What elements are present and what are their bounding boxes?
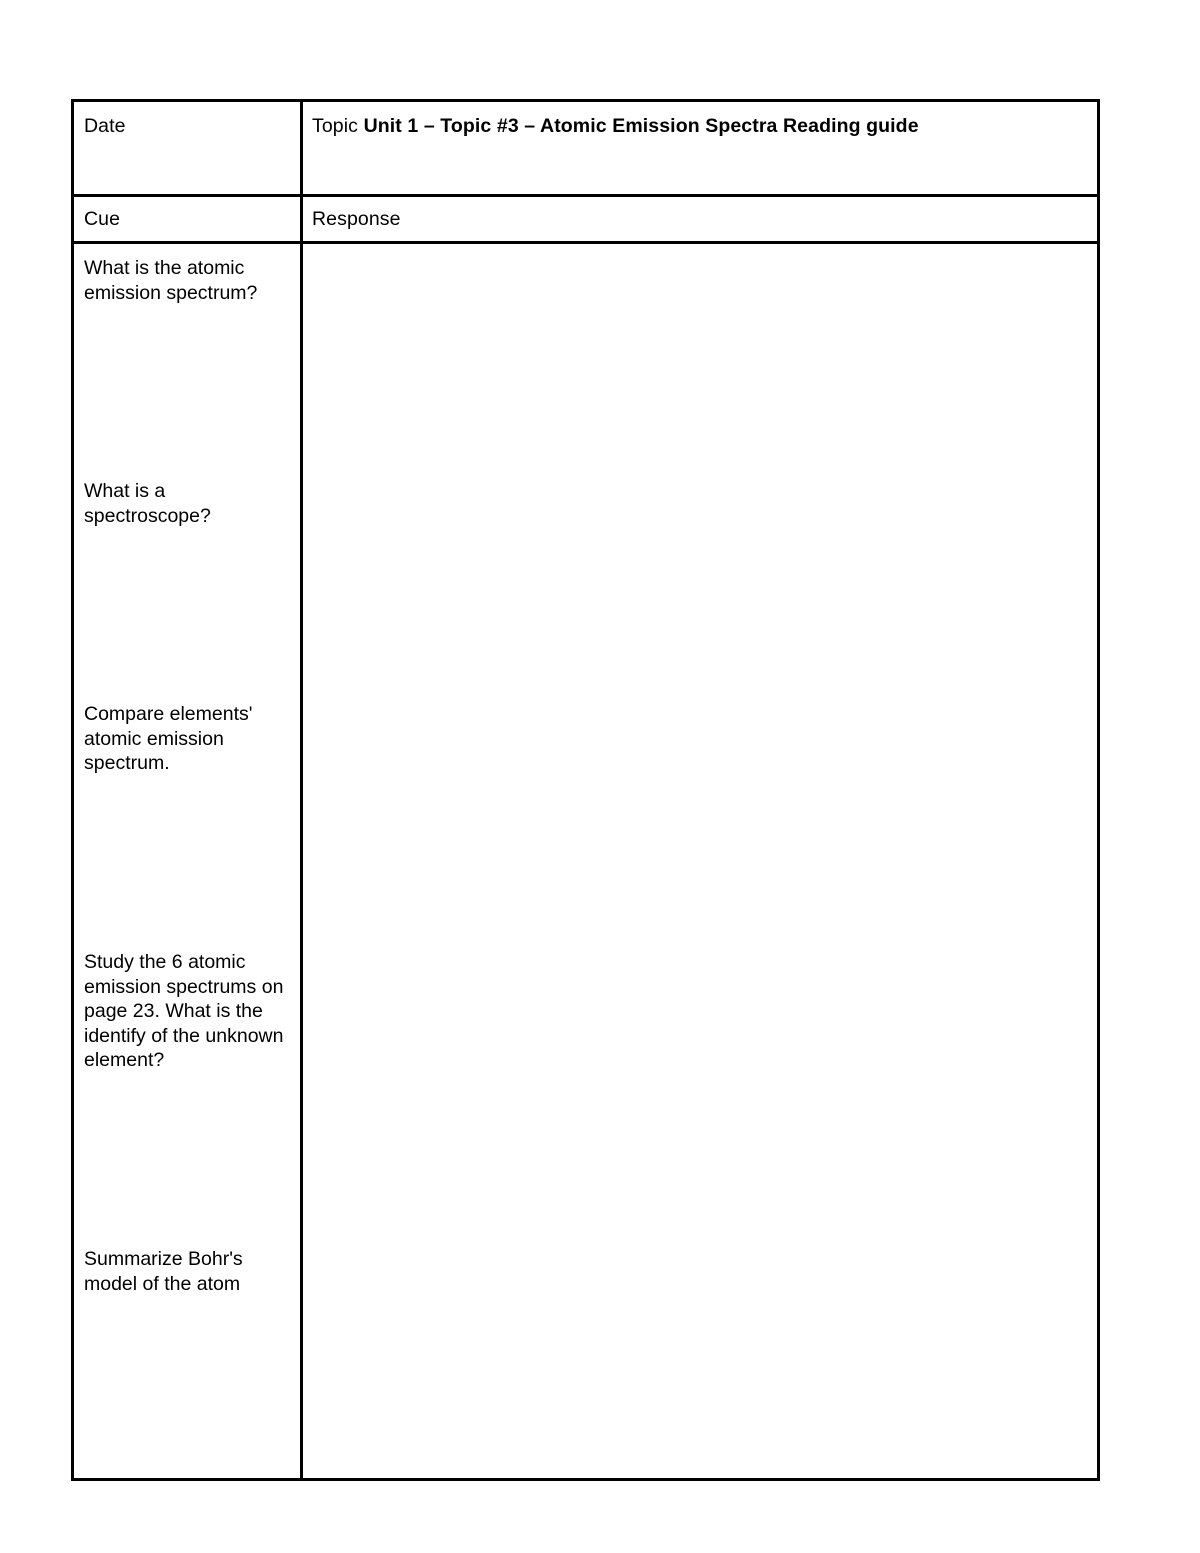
column-divider <box>300 102 303 194</box>
topic-cell <box>312 114 1092 139</box>
cornell-notes-table <box>71 99 1100 1481</box>
cue-column-label: Cue <box>84 208 121 230</box>
column-divider <box>300 197 303 241</box>
topic-prefix: Topic <box>312 115 359 137</box>
cue-question: What is the atomic emission spectrum? <box>84 257 258 304</box>
column-labels-row <box>74 197 1097 244</box>
cue-question: Study the 6 atomic emission spectrums on page 23. What is the identify of the unknown element? <box>84 951 284 1071</box>
notes-body-row <box>74 244 1097 1478</box>
header-row <box>74 102 1097 197</box>
cue-question: What is a spectroscope? <box>84 480 211 527</box>
response-area[interactable] <box>303 244 1097 1478</box>
date-label: Date <box>84 115 126 137</box>
response-column-label: Response <box>312 208 401 230</box>
cue-question: Summarize Bohr's model of the atom <box>84 1248 243 1295</box>
cue-question: Compare elements' atomic emission spectrum. <box>84 703 253 774</box>
topic-title: Unit 1 – Topic #3 – Atomic Emission Spectra Reading guide <box>363 115 919 137</box>
